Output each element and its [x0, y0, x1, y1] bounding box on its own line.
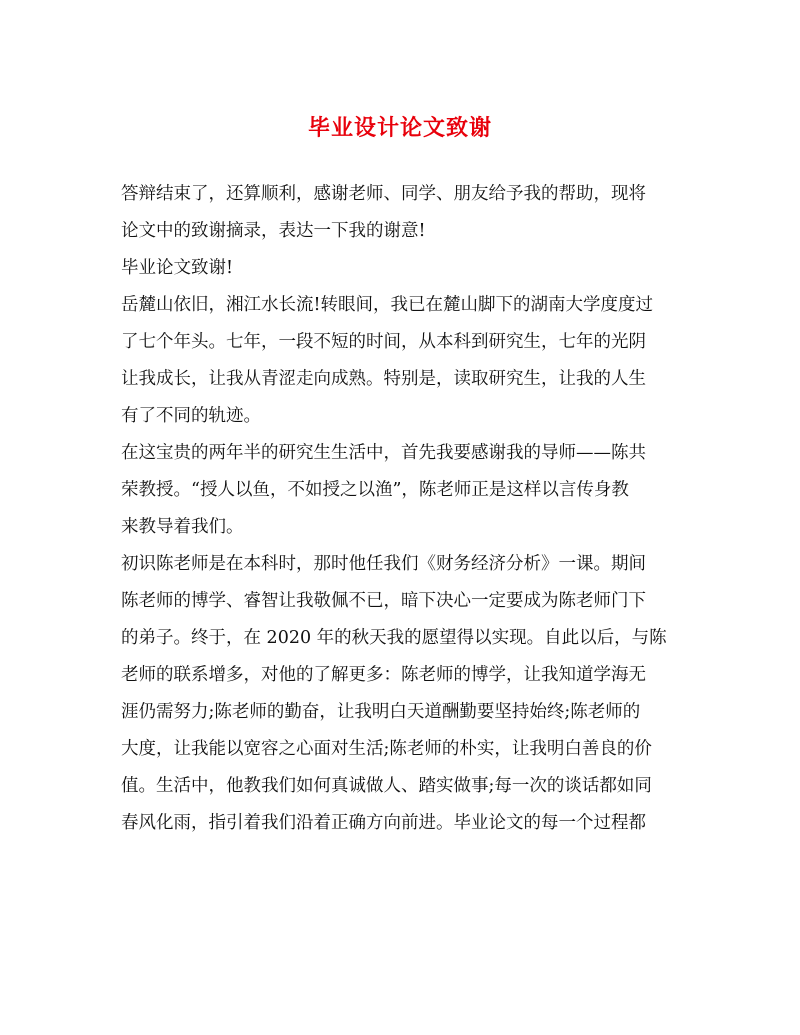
- body-line: 涯仍需努力;陈老师的勤奋，让我明白天道酬勤要坚持始终;陈老师的: [121, 702, 641, 722]
- body-line: 在这宝贵的两年半的研究生生活中，首先我要感谢我的导师——陈共: [121, 443, 646, 463]
- body-line: 荣教授。“授人以鱼，不如授之以渔”，陈老师正是这样以言传身教: [121, 480, 629, 500]
- body-line: 答辩结束了，还算顺利，感谢老师、同学、朋友给予我的帮助，现将: [121, 184, 646, 204]
- body-line: 的弟子。终于，在 2020 年的秋天我的愿望得以实现。自此以后，与陈: [121, 628, 667, 648]
- body-line: 有了不同的轨迹。: [121, 406, 261, 426]
- document-body: [121, 176, 681, 842]
- body-line: 论文中的致谢摘录，表达一下我的谢意!: [121, 221, 426, 241]
- body-line: 老师的联系增多，对他的了解更多：陈老师的博学，让我知道学海无: [121, 665, 646, 685]
- document-title: 毕业设计论文致谢: [307, 115, 492, 141]
- body-line: 初识陈老师是在本科时，那时他任我们《财务经济分析》一课。期间: [121, 554, 646, 574]
- body-line: 毕业论文致谢!: [121, 258, 234, 278]
- body-line: 让我成长，让我从青涩走向成熟。特别是，读取研究生，让我的人生: [121, 369, 646, 389]
- body-line: 了七个年头。七年，一段不短的时间，从本科到研究生，七年的光阴: [121, 332, 646, 352]
- body-line: 值。生活中，他教我们如何真诚做人、踏实做事;每一次的谈话都如同: [121, 776, 652, 796]
- body-line: 大度，让我能以宽容之心面对生活;陈老师的朴实，让我明白善良的价: [121, 739, 652, 759]
- body-line: 岳麓山依旧，湘江水长流!转眼间，我已在麓山脚下的湖南大学度度过: [121, 295, 654, 315]
- body-line: 陈老师的博学、睿智让我敬佩不已，暗下决心一定要成为陈老师门下: [121, 591, 646, 611]
- body-line: 来教导着我们。: [121, 517, 244, 537]
- body-line: 春风化雨，指引着我们沿着正确方向前进。毕业论文的每一个过程都: [121, 813, 646, 833]
